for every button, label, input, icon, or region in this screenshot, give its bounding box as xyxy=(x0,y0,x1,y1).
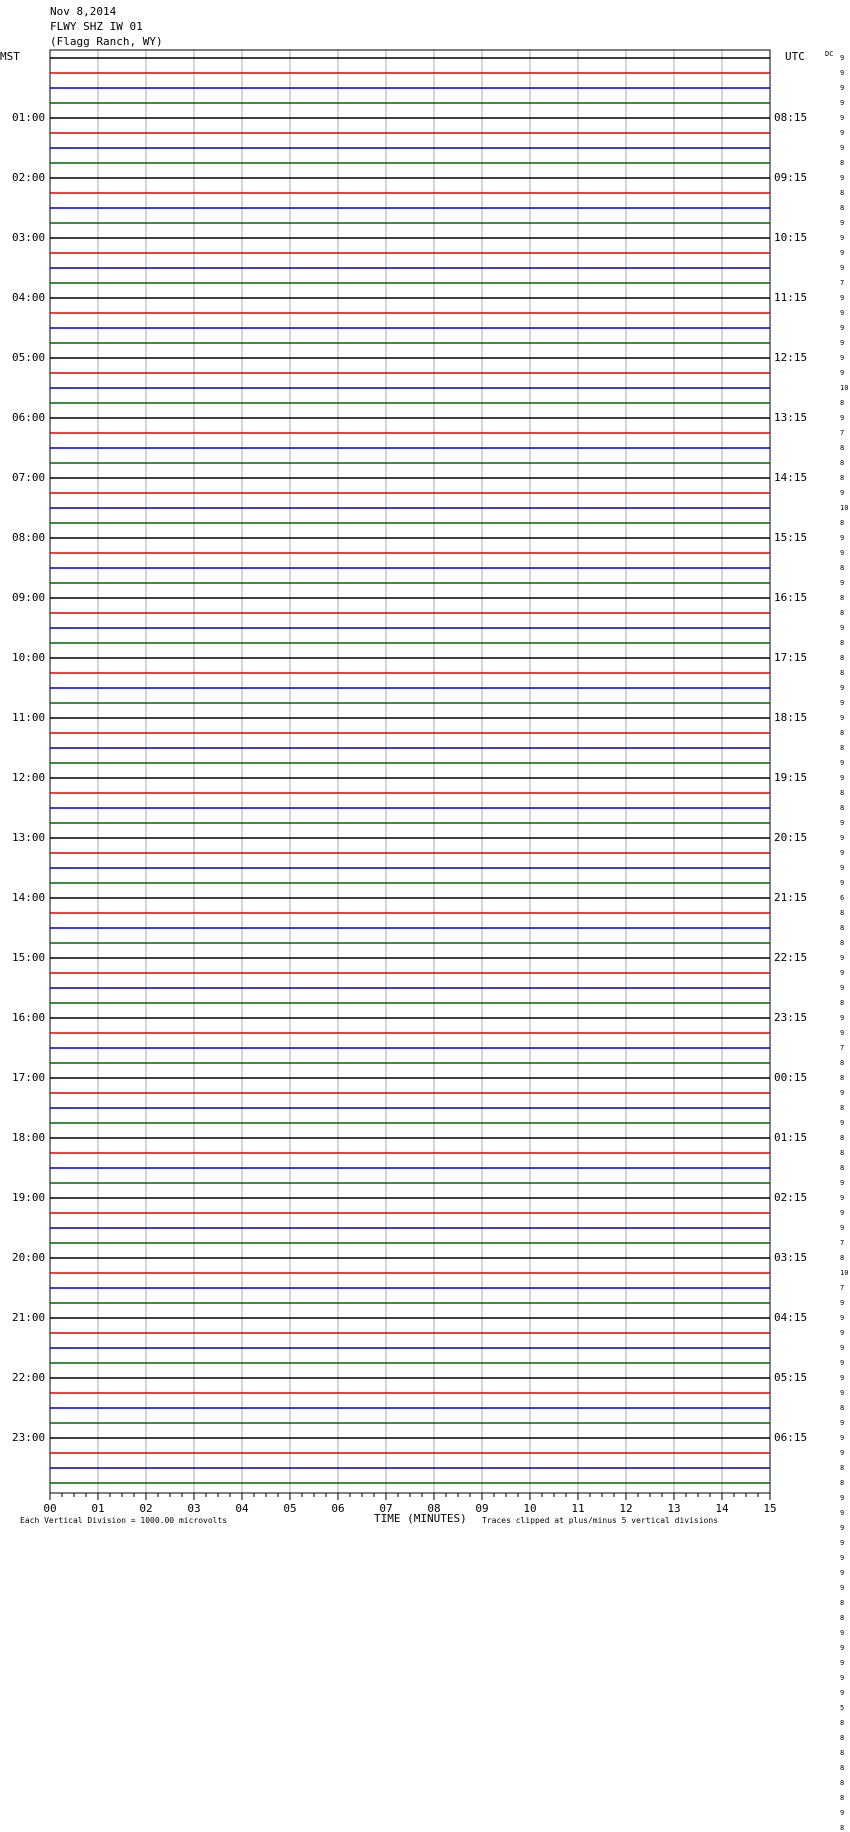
left-hour-label: 11:00 xyxy=(12,711,46,724)
left-hour-label: 09:00 xyxy=(12,591,46,604)
right-hour-label: 22:15 xyxy=(774,951,808,964)
left-hour-label: 08:00 xyxy=(12,531,46,544)
left-hour-label: 13:00 xyxy=(12,831,46,844)
dc-value: 9 xyxy=(840,1419,845,1427)
dc-value: 9 xyxy=(840,1224,845,1232)
x-tick-label: 02 xyxy=(139,1502,153,1515)
dc-value: 8 xyxy=(840,1074,845,1082)
dc-value: 7 xyxy=(840,429,845,437)
dc-value: 9 xyxy=(840,354,845,362)
dc-value: 8 xyxy=(840,474,845,482)
dc-value: 9 xyxy=(840,1194,845,1202)
x-tick-label: 13 xyxy=(667,1502,681,1515)
dc-value: 9 xyxy=(840,69,845,77)
dc-value: 9 xyxy=(840,774,845,782)
left-hour-label: 15:00 xyxy=(12,951,46,964)
station-location: (Flagg Ranch, WY) xyxy=(50,35,163,48)
dc-value: 8 xyxy=(840,669,845,677)
right-hour-label: 12:15 xyxy=(774,351,808,364)
dc-value: 9 xyxy=(840,1434,845,1442)
x-tick-label: 03 xyxy=(187,1502,201,1515)
dc-value: 9 xyxy=(840,324,845,332)
dc-value: 9 xyxy=(840,54,845,62)
dc-value: 9 xyxy=(840,1179,845,1187)
dc-value: 9 xyxy=(840,879,845,887)
left-hour-label: 17:00 xyxy=(12,1071,46,1084)
dc-value: 9 xyxy=(840,1359,845,1367)
dc-value: 9 xyxy=(840,954,845,962)
right-hour-label: 17:15 xyxy=(774,651,808,664)
dc-value: 8 xyxy=(840,519,845,527)
right-hour-label: 02:15 xyxy=(774,1191,808,1204)
dc-value: 9 xyxy=(840,1344,845,1352)
right-hour-label: 00:15 xyxy=(774,1071,808,1084)
dc-value: 8 xyxy=(840,729,845,737)
dc-value: 9 xyxy=(840,984,845,992)
dc-value: 8 xyxy=(840,204,845,212)
dc-value: 9 xyxy=(840,1029,845,1037)
dc-value: 8 xyxy=(840,999,845,1007)
dc-value: 9 xyxy=(840,714,845,722)
dc-value: 9 xyxy=(840,1689,845,1697)
dc-value: 9 xyxy=(840,294,845,302)
right-hour-label: 01:15 xyxy=(774,1131,808,1144)
right-hour-label: 18:15 xyxy=(774,711,808,724)
dc-value: 8 xyxy=(840,1824,845,1832)
left-hour-label: 06:00 xyxy=(12,411,46,424)
left-hour-label: 18:00 xyxy=(12,1131,46,1144)
dc-value: 9 xyxy=(840,219,845,227)
left-hour-label: 03:00 xyxy=(12,231,46,244)
dc-value: 8 xyxy=(840,159,845,167)
dc-value: 9 xyxy=(840,1569,845,1577)
x-tick-label: 12 xyxy=(619,1502,633,1515)
dc-value: 8 xyxy=(840,1104,845,1112)
dc-value: 8 xyxy=(840,459,845,467)
dc-value: 9 xyxy=(840,369,845,377)
dc-value: 9 xyxy=(840,144,845,152)
dc-value: 9 xyxy=(840,834,845,842)
left-hour-label: 12:00 xyxy=(12,771,46,784)
x-tick-label: 09 xyxy=(475,1502,489,1515)
dc-value: 9 xyxy=(840,1449,845,1457)
x-axis-title: TIME (MINUTES) xyxy=(374,1512,467,1525)
left-hour-label: 04:00 xyxy=(12,291,46,304)
x-tick-label: 06 xyxy=(331,1502,345,1515)
dc-value: 9 xyxy=(840,1674,845,1682)
dc-value: 8 xyxy=(840,654,845,662)
dc-value: 9 xyxy=(840,969,845,977)
left-hour-label: 16:00 xyxy=(12,1011,46,1024)
dc-value: 8 xyxy=(840,639,845,647)
left-timezone-label: MST xyxy=(0,50,20,63)
dc-value: 9 xyxy=(840,1119,845,1127)
dc-value: 8 xyxy=(840,1149,845,1157)
dc-value: 9 xyxy=(840,234,845,242)
x-tick-label: 14 xyxy=(715,1502,729,1515)
x-tick-label: 07 xyxy=(379,1502,393,1515)
dc-value: 7 xyxy=(840,1284,845,1292)
dc-value: 9 xyxy=(840,699,845,707)
dc-value: 9 xyxy=(840,849,845,857)
right-hour-label: 20:15 xyxy=(774,831,808,844)
dc-value: 8 xyxy=(840,1599,845,1607)
dc-value: 8 xyxy=(840,924,845,932)
dc-value: 8 xyxy=(840,1134,845,1142)
left-hour-label: 19:00 xyxy=(12,1191,46,1204)
dc-value: 9 xyxy=(840,624,845,632)
x-tick-label: 11 xyxy=(571,1502,585,1515)
x-tick-label: 08 xyxy=(427,1502,441,1515)
right-hour-label: 15:15 xyxy=(774,531,808,544)
dc-value: 8 xyxy=(840,789,845,797)
station-name: FLWY SHZ IW 01 xyxy=(50,20,143,33)
dc-value: 8 xyxy=(840,399,845,407)
dc-value: 9 xyxy=(840,1329,845,1337)
dc-value: 7 xyxy=(840,279,845,287)
left-hour-label: 20:00 xyxy=(12,1251,46,1264)
dc-value: 8 xyxy=(840,189,845,197)
dc-value: 9 xyxy=(840,1014,845,1022)
dc-value: 9 xyxy=(840,1209,845,1217)
left-hour-label: 23:00 xyxy=(12,1431,46,1444)
dc-value: 9 xyxy=(840,1584,845,1592)
dc-value: 8 xyxy=(840,1404,845,1412)
dc-value: 9 xyxy=(840,579,845,587)
left-hour-label: 10:00 xyxy=(12,651,46,664)
dc-value: 8 xyxy=(840,1734,845,1742)
dc-value: 9 xyxy=(840,759,845,767)
dc-value: 9 xyxy=(840,1539,845,1547)
left-hour-label: 21:00 xyxy=(12,1311,46,1324)
right-hour-label: 13:15 xyxy=(774,411,808,424)
right-timezone-label: UTC xyxy=(785,50,805,63)
right-hour-label: 03:15 xyxy=(774,1251,808,1264)
right-hour-label: 16:15 xyxy=(774,591,808,604)
dc-value: 9 xyxy=(840,99,845,107)
dc-value: 8 xyxy=(840,939,845,947)
dc-header-label: DC xyxy=(825,50,834,58)
dc-value: 8 xyxy=(840,564,845,572)
right-hour-label: 05:15 xyxy=(774,1371,808,1384)
dc-value: 10 xyxy=(840,384,849,392)
dc-value: 8 xyxy=(840,1749,845,1757)
dc-value: 9 xyxy=(840,1554,845,1562)
dc-value: 8 xyxy=(840,1779,845,1787)
dc-value: 8 xyxy=(840,1794,845,1802)
dc-value: 9 xyxy=(840,549,845,557)
dc-value: 7 xyxy=(840,1044,845,1052)
dc-value: 9 xyxy=(840,1314,845,1322)
dc-value: 9 xyxy=(840,534,845,542)
dc-value: 9 xyxy=(840,864,845,872)
plot-date: Nov 8,2014 xyxy=(50,5,117,18)
dc-value: 9 xyxy=(840,1524,845,1532)
dc-value: 8 xyxy=(840,1764,845,1772)
dc-value: 9 xyxy=(840,339,845,347)
dc-value: 9 xyxy=(840,1809,845,1817)
left-hour-label: 14:00 xyxy=(12,891,46,904)
dc-value: 8 xyxy=(840,1464,845,1472)
plot-frame xyxy=(50,50,770,1493)
dc-value: 9 xyxy=(840,114,845,122)
dc-value: 9 xyxy=(840,309,845,317)
dc-value: 9 xyxy=(840,1494,845,1502)
right-hour-label: 23:15 xyxy=(774,1011,808,1024)
dc-value: 6 xyxy=(840,894,845,902)
dc-value: 9 xyxy=(840,84,845,92)
left-hour-label: 05:00 xyxy=(12,351,46,364)
left-hour-label: 01:00 xyxy=(12,111,46,124)
dc-value: 8 xyxy=(840,1164,845,1172)
left-hour-label: 02:00 xyxy=(12,171,46,184)
dc-value: 8 xyxy=(840,594,845,602)
dc-value: 8 xyxy=(840,609,845,617)
right-hour-label: 09:15 xyxy=(774,171,808,184)
dc-value: 9 xyxy=(840,1374,845,1382)
dc-value: 10 xyxy=(840,504,849,512)
x-tick-label: 15 xyxy=(763,1502,777,1515)
dc-value: 9 xyxy=(840,129,845,137)
dc-value: 8 xyxy=(840,1059,845,1067)
dc-value: 9 xyxy=(840,489,845,497)
right-hour-label: 08:15 xyxy=(774,111,808,124)
right-hour-label: 19:15 xyxy=(774,771,808,784)
dc-value: 8 xyxy=(840,1479,845,1487)
clip-note: Traces clipped at plus/minus 5 vertical divisions xyxy=(482,1516,719,1525)
scale-note: Each Vertical Division = 1000.00 microvolts xyxy=(20,1516,228,1525)
dc-value: 9 xyxy=(840,1509,845,1517)
dc-value: 9 xyxy=(840,1389,845,1397)
dc-value: 8 xyxy=(840,804,845,812)
dc-value: 9 xyxy=(840,1089,845,1097)
dc-value: 9 xyxy=(840,264,845,272)
left-hour-label: 07:00 xyxy=(12,471,46,484)
x-tick-label: 10 xyxy=(523,1502,537,1515)
dc-value: 10 xyxy=(840,1269,849,1277)
right-hour-label: 04:15 xyxy=(774,1311,808,1324)
dc-value: 8 xyxy=(840,1719,845,1727)
right-hour-label: 10:15 xyxy=(774,231,808,244)
x-tick-label: 04 xyxy=(235,1502,249,1515)
dc-value: 9 xyxy=(840,1644,845,1652)
dc-value: 8 xyxy=(840,444,845,452)
dc-value: 9 xyxy=(840,174,845,182)
dc-value: 9 xyxy=(840,684,845,692)
dc-value: 8 xyxy=(840,1614,845,1622)
right-hour-label: 21:15 xyxy=(774,891,808,904)
dc-value: 9 xyxy=(840,1659,845,1667)
dc-value: 9 xyxy=(840,249,845,257)
dc-value: 8 xyxy=(840,1254,845,1262)
dc-value: 9 xyxy=(840,1299,845,1307)
x-tick-label: 05 xyxy=(283,1502,297,1515)
dc-value: 9 xyxy=(840,819,845,827)
dc-value: 9 xyxy=(840,414,845,422)
x-tick-label: 00 xyxy=(43,1502,57,1515)
dc-value: 9 xyxy=(840,1629,845,1637)
right-hour-label: 11:15 xyxy=(774,291,808,304)
right-hour-label: 06:15 xyxy=(774,1431,808,1444)
right-hour-label: 14:15 xyxy=(774,471,808,484)
dc-value: 7 xyxy=(840,1239,845,1247)
left-hour-label: 22:00 xyxy=(12,1371,46,1384)
dc-value: 8 xyxy=(840,744,845,752)
x-tick-label: 01 xyxy=(91,1502,105,1515)
dc-value: 5 xyxy=(840,1704,845,1712)
dc-value: 8 xyxy=(840,909,845,917)
